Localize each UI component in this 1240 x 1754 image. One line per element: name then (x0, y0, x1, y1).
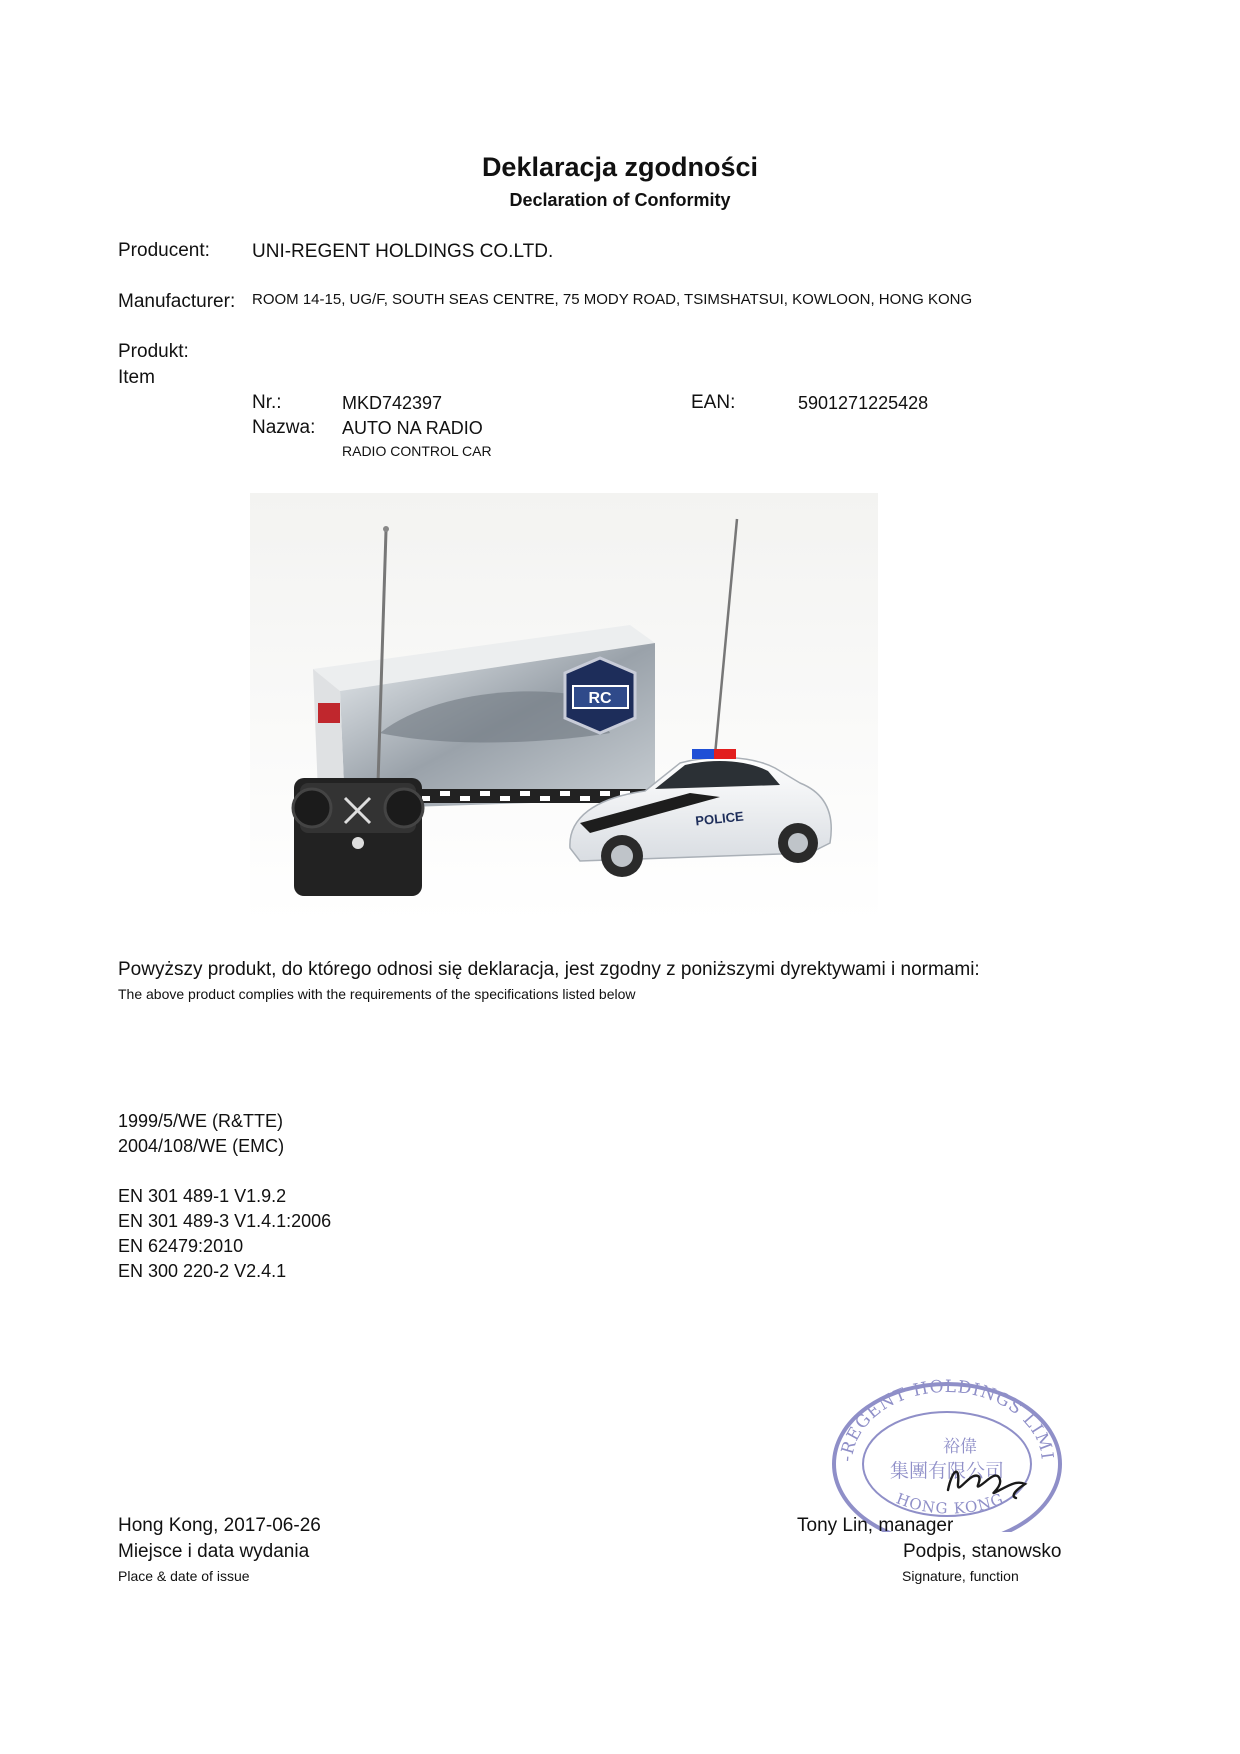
signature-label-en: Signature, function (902, 1568, 1019, 1584)
svg-text:HONG KONG (894, 1490, 1007, 1518)
company-stamp (820, 1372, 1070, 1532)
rc-badge-text: RC (588, 690, 612, 707)
directive-line: 2004/108/WE (EMC) (118, 1136, 285, 1156)
place-date: Hong Kong, 2017-06-26 (118, 1515, 321, 1536)
producer-name: UNI-REGENT HOLDINGS CO.LTD. (252, 241, 554, 262)
item-label: Item (118, 367, 155, 388)
ean-value: 5901271225428 (798, 393, 929, 413)
standard-line: EN 62479:2010 (118, 1236, 244, 1256)
standard-line: EN 300 220-2 V2.4.1 (118, 1261, 287, 1281)
signature-label-pl: Podpis, stanowsko (903, 1541, 1062, 1562)
compliance-statement-en: The above product complies with the requirements of the specifications listed below (118, 986, 636, 1002)
place-date-label-pl: Miejsce i data wydania (118, 1541, 310, 1562)
product-label: Produkt: (118, 341, 189, 362)
stamp-chinese-line2: 集團有限公司 (889, 1460, 1005, 1482)
car-police-text: POLICE (694, 808, 745, 829)
document-title: Deklaracja zgodności (481, 152, 759, 182)
product-photo (250, 493, 878, 923)
standard-line: EN 301 489-3 V1.4.1:2006 (118, 1211, 332, 1231)
stamp-chinese-line1: 裕偉 (943, 1437, 977, 1457)
name-label: Nazwa: (252, 417, 316, 438)
manufacturer-address: ROOM 14-15, UG/F, SOUTH SEAS CENTRE, 75 MODY ROAD, TSIMSHATSUI, KOWLOON, HONG KONG (252, 291, 973, 308)
compliance-statement-pl: Powyższy produkt, do którego odnosi się deklaracja, jest zgodny z poniższymi dyrektywami i normami: (118, 959, 980, 980)
directive-line: 1999/5/WE (R&TTE) (118, 1111, 284, 1131)
name-value-pl: AUTO NA RADIO (342, 418, 483, 438)
nr-label: Nr.: (252, 392, 282, 413)
document-subtitle: Declaration of Conformity (509, 190, 731, 210)
signer-name: Tony Lin, manager (797, 1515, 954, 1536)
place-date-label-en: Place & date of issue (118, 1568, 250, 1584)
stamp-ring-text: -REGENT HOLDINGS LIMI (836, 1376, 1057, 1463)
manufacturer-label: Manufacturer: (118, 291, 236, 312)
standard-line: EN 301 489-1 V1.9.2 (118, 1186, 287, 1206)
ean-label: EAN: (691, 392, 736, 413)
stamp-bottom-text: HONG KONG (893, 1489, 1007, 1518)
name-value-en: RADIO CONTROL CAR (342, 443, 492, 459)
nr-value: MKD742397 (342, 393, 443, 413)
svg-text:UNI-REGENT HOLDINGS LIMITED (820, 1372, 1057, 1463)
producer-label: Producent: (118, 240, 210, 261)
